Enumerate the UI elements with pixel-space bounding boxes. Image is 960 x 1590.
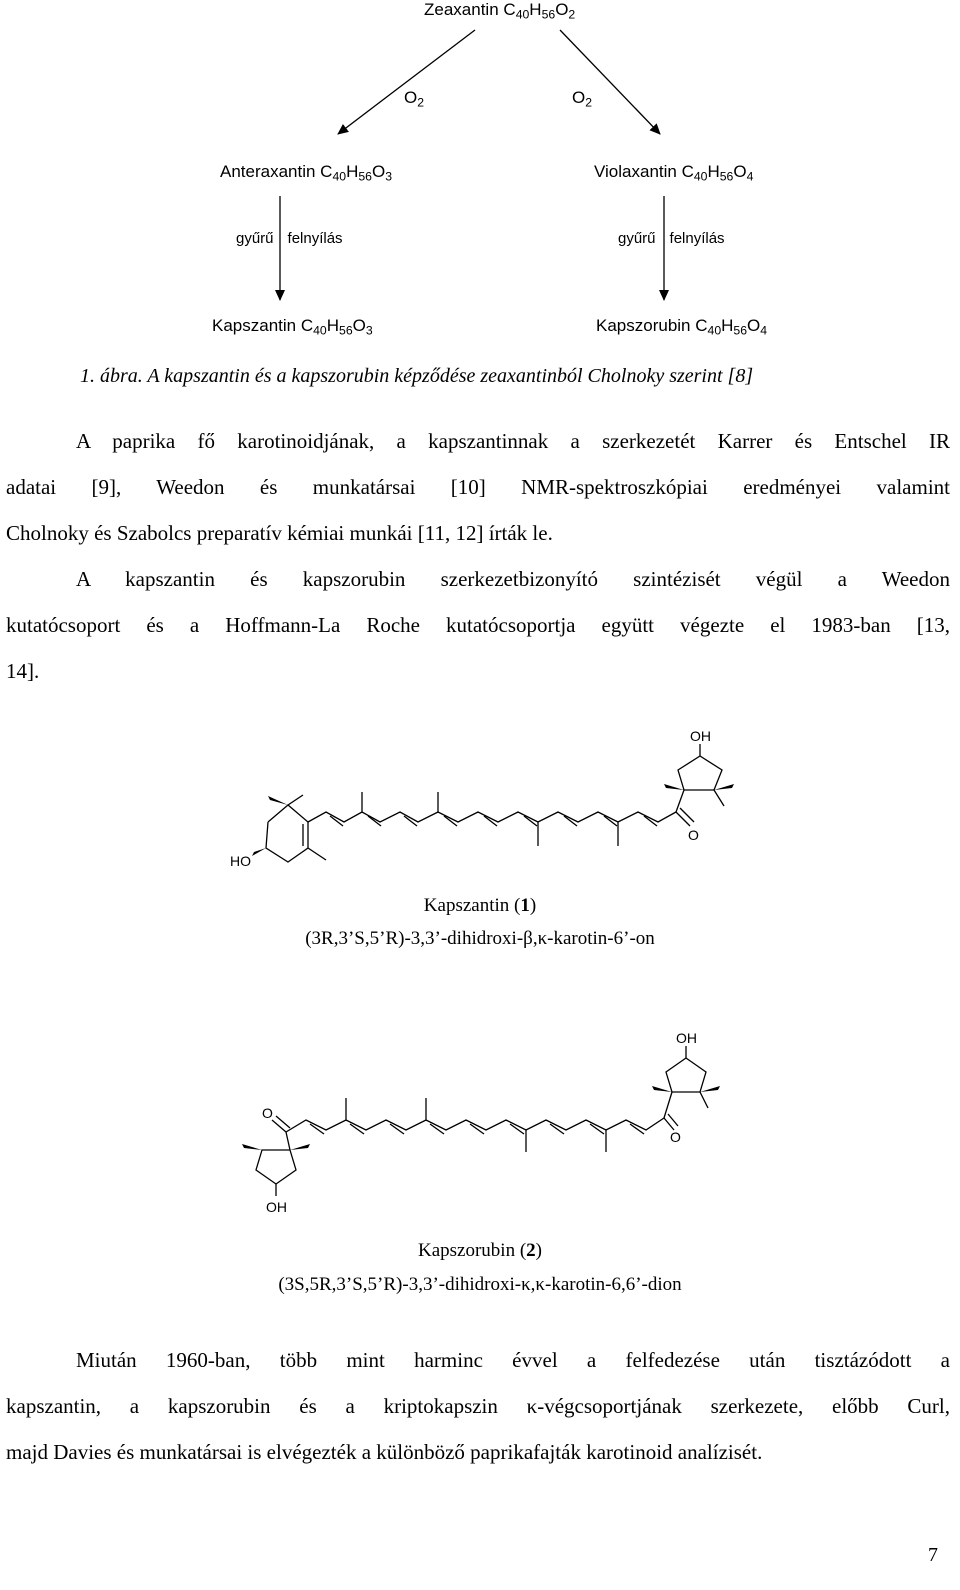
capsorubin-iupac: (3S,5R,3’S,5’R)-3,3’-dihidroxi-κ,κ-karotin-6,6’-dion <box>278 1274 682 1295</box>
paragraph-1-line: A paprika fő karotinoidjának, a kapszantinnak a szerkezetét Karrer és Entschel IR <box>76 429 950 453</box>
mol2-oh-bottom: OH <box>266 1199 287 1215</box>
capsorubin-label: Kapszorubin $C_{40}H_{56}O_4$ <box>596 316 768 338</box>
mol2-o-left: O <box>262 1105 273 1121</box>
mol1-oh-top: OH <box>690 728 711 744</box>
paragraph-3-line: Miután 1960-ban, több mint harminc évvel a felfedezése után tisztázódott a <box>76 1348 950 1372</box>
zeaxanthin-formula: $C_{40}H_{56}O_2$ <box>503 0 576 22</box>
reagent-o2-left: $O_2$ <box>404 88 425 110</box>
violaxanthin-label: Violaxantin $C_{40}H_{56}O_4$ <box>594 162 754 184</box>
paragraph-3-line: kapszantin, a kapszorubin és a kriptokapszin κ-végcsoportjának szerkezete, előbb Curl, <box>6 1394 950 1418</box>
capsanthin-iupac: (3R,3’S,5’R)-3,3’-dihidroxi-β,κ-karotin-6’-on <box>305 928 655 949</box>
page-number: 7 <box>928 1544 938 1566</box>
figure-caption: 1. ábra. A kapszantin és a kapszorubin képződése zeaxantinból Cholnoky szerint [8] <box>80 365 754 387</box>
capsanthin-label: Kapszantin $C_{40}H_{56}O_3$ <box>212 316 373 338</box>
anteraxanthin-label: Anteraxantin $C_{40}H_{56}O_3$ <box>220 162 392 184</box>
paragraph-2-line: kutatócsoport és a Hoffmann-La Roche kutatócsoportja együtt végezte el 1983-ban [13, <box>6 613 950 637</box>
paragraph-3-line: majd Davies és munkatársai is elvégezték a különböző paprikafajták karotinoid analízisét. <box>6 1440 763 1464</box>
reagent-o2-right: $O_2$ <box>572 88 593 110</box>
capsanthin-name: Kapszantin (1) <box>423 895 537 916</box>
mol1-o-keto: O <box>688 827 699 843</box>
paragraph-3 <box>6 1337 950 1475</box>
mol2-oh-top: OH <box>676 1030 697 1046</box>
paragraph-2-line: A kapszantin és kapszorubin szerkezetbizonyító szintézisét végül a Weedon <box>76 567 950 591</box>
ring-opening-right: gyűrű felnyílás <box>618 230 725 247</box>
zeaxanthin-name: Zeaxantin <box>424 0 499 19</box>
paragraph-1-line: Cholnoky és Szabolcs preparatív kémiai munkái [11, 12] írták le. <box>6 521 553 545</box>
capsorubin-name: Kapszorubin (2) <box>418 1240 542 1261</box>
mol1-ho-left: HO <box>230 853 251 869</box>
ring-opening-left: gyűrű felnyílás <box>236 230 343 247</box>
paragraph-2-line: 14]. <box>6 659 40 683</box>
paragraph-1-line: adatai [9], Weedon és munkatársai [10] NMR-spektroszkópiai eredményei valamint <box>6 475 950 499</box>
mol2-o-right: O <box>670 1129 681 1145</box>
